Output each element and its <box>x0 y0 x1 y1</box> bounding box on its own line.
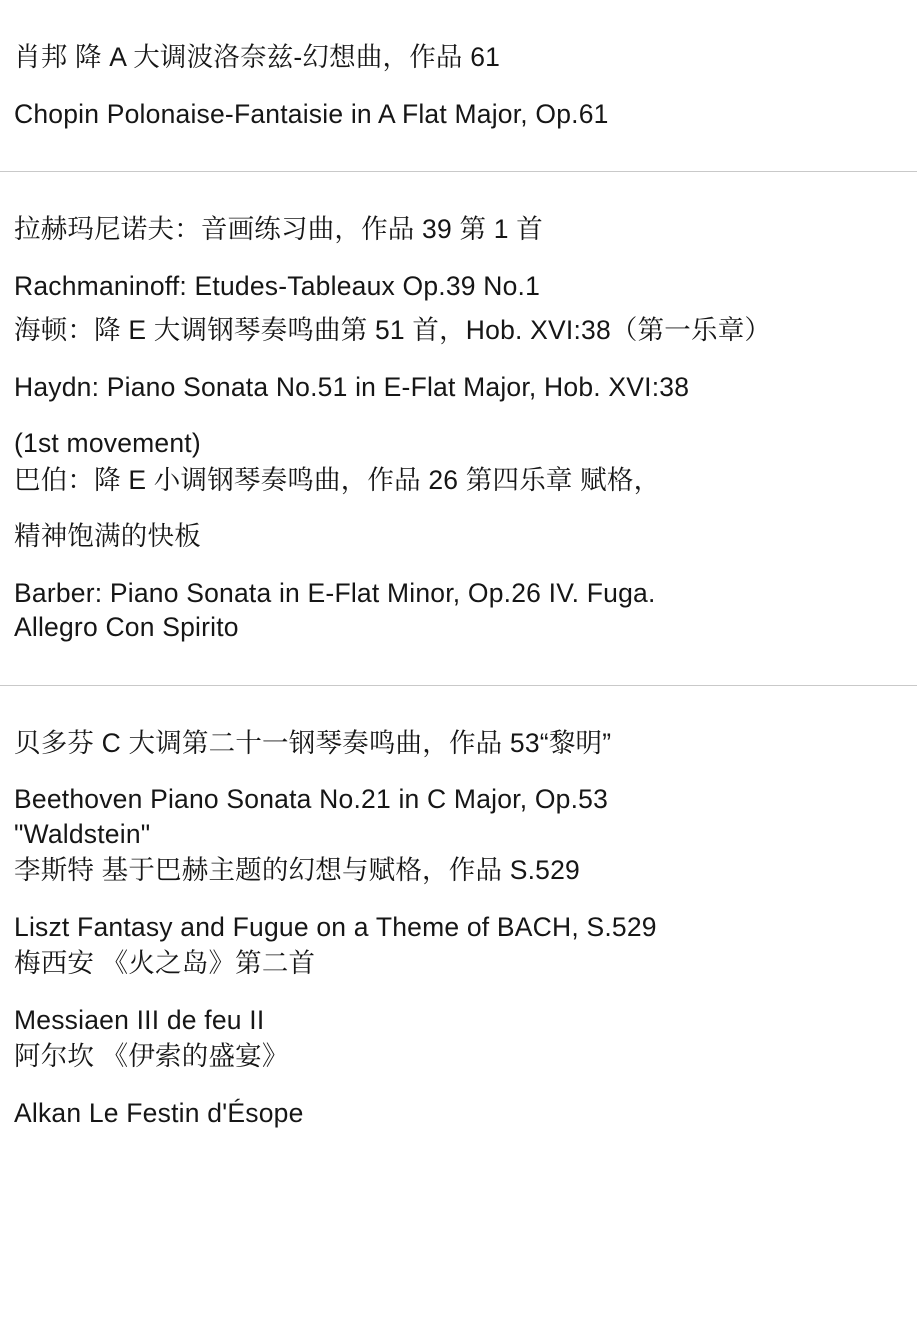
program-entry-title-en: Messiaen III de feu II <box>14 1004 265 1035</box>
program-entry-title-en: Alkan Le Festin d'Ésope <box>14 1097 304 1128</box>
program-entry-subtitle-en: (1st movement) <box>14 428 201 458</box>
program-entry-title-cn: 梅西安 《火之岛》第二首 <box>14 948 316 978</box>
program-entry-title-cn: 李斯特 基于巴赫主题的幻想与赋格，作品 S.529 <box>14 855 580 885</box>
program-entry-title-cn: 巴伯：降 E 小调钢琴奏鸣曲，作品 26 第四乐章 赋格， <box>14 464 661 495</box>
program-entry-title-cn: 阿尔坎 《伊索的盛宴》 <box>14 1041 289 1071</box>
program-entry-title-en-cont: Allegro Con Spirito <box>14 612 239 642</box>
program-entry-title-cn: 拉赫玛尼诺夫：音画练习曲，作品 39 第 1 首 <box>14 214 543 244</box>
program-entry-title-cn: 海顿：降 E 大调钢琴奏鸣曲第 51 首，Hob. XVI:38（第一乐章） <box>14 315 772 345</box>
program-entry-title-en-cont: "Waldstein" <box>14 818 151 849</box>
program-section-2 <box>0 172 917 685</box>
program-entry-title-cn: 肖邦 降 A 大调波洛奈兹-幻想曲，作品 61 <box>14 42 501 72</box>
program-entry-title-cn-cont: 精神饱满的快板 <box>14 521 201 551</box>
program-section-3 <box>0 686 917 1145</box>
program-entry-title-en: Beethoven Piano Sonata No.21 in C Major, Op.53 <box>14 784 609 814</box>
program-entry-title-en: Barber: Piano Sonata in E-Flat Minor, Op.26 IV. Fuga. <box>14 577 656 608</box>
program-entry-title-en: Chopin Polonaise-Fantaisie in A Flat Major, Op.61 <box>14 98 609 129</box>
program-entry-title-cn: 贝多芬 C 大调第二十一钢琴奏鸣曲，作品 53“黎明” <box>14 727 612 758</box>
program-entry-title-en: Rachmaninoff: Etudes-Tableaux Op.39 No.1 <box>14 270 541 301</box>
program-entry-title-en: Haydn: Piano Sonata No.51 in E-Flat Major, Hob. XVI:38 <box>14 371 690 402</box>
program-entry-title-en: Liszt Fantasy and Fugue on a Theme of BACH, S.529 <box>14 911 657 942</box>
program-section-1 <box>0 0 917 171</box>
